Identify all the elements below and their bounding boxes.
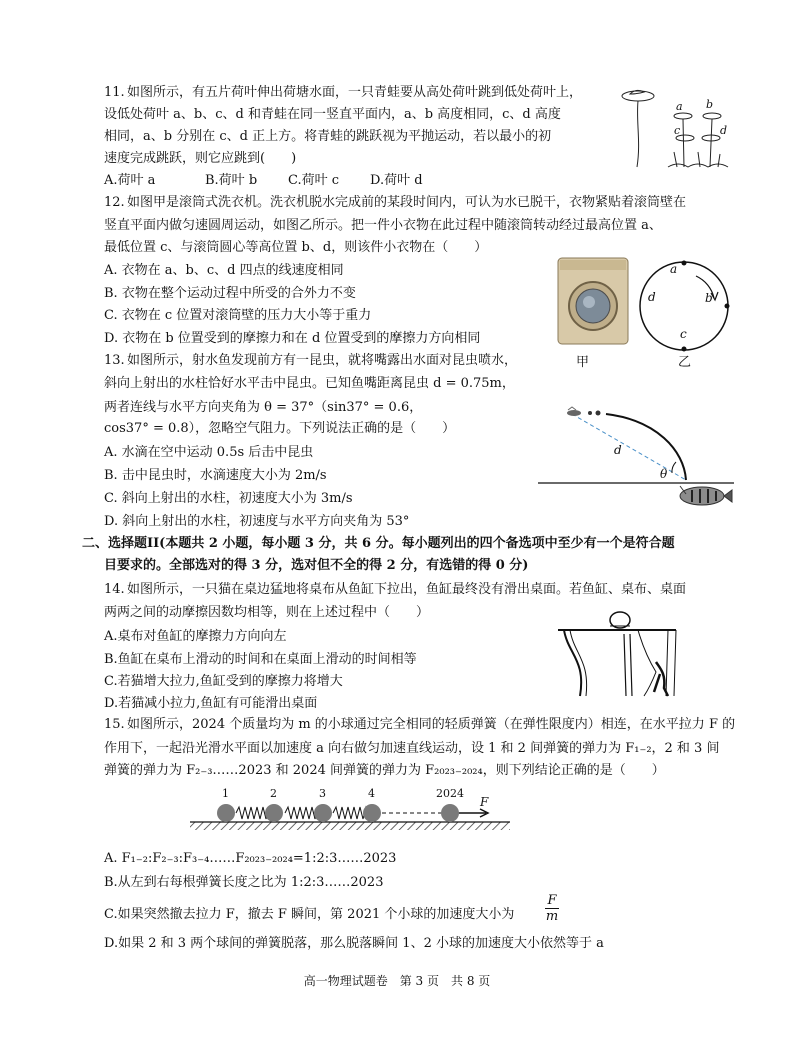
option-b: B. 击中昆虫时，水滴速度大小为 2m/s [104, 468, 327, 483]
question-text: 弹簧的弹力为 F₂₋₃……2023 和 2024 间弹簧的弹力为 F₂₀₂₃₋₂₀₂₄，则下列结论正确的是（ ） [104, 763, 665, 778]
fraction-denominator: m [545, 909, 559, 924]
section-title: 目要求的。全部选对的得 3 分，选对但不全的得 2 分，有选错的得 0 分) [104, 558, 529, 573]
question-text: 如图甲是滚筒式洗衣机。洗衣机脱水完成前的某段时间内，可认为水已脱干，衣物紧贴着滚筒壁在 [127, 195, 687, 210]
washing-machine-figure [556, 256, 631, 346]
question-number: 11. [104, 85, 125, 100]
leaf-label: b [706, 98, 714, 111]
question-text: 速度完成跳跃，则它应跳到( ) [104, 151, 297, 166]
figure-label-yi: 乙 [678, 355, 692, 370]
archerfish-figure [536, 400, 736, 520]
question-text: 斜向上射出的水柱恰好水平击中昆虫。已知鱼嘴距离昆虫 d = 0.75m， [104, 376, 515, 391]
angle-label: θ [660, 467, 668, 481]
balls-springs-figure [188, 786, 518, 836]
option-b: B.荷叶 b [205, 173, 258, 188]
option-a: A. F₁₋₂:F₂₋₃:F₃₋₄……F₂₀₂₃₋₂₀₂₄=1:2:3……2023 [104, 851, 397, 866]
question-text: 如图所示，有五片荷叶伸出荷塘水面，一只青蛙要从高处荷叶跳到低处荷叶上， [127, 85, 583, 100]
fraction-f-over-m [545, 893, 559, 924]
question-text: 相同，a、b 分别在 c、d 正上方。将青蛙的跳跃视为平抛运动，若以最小的初 [104, 129, 552, 144]
option-b: B. 衣物在整个运动过程中所受的合外力不变 [104, 286, 356, 301]
question-text: 两两之间的动摩擦因数均相等，则在上述过程中（ ） [104, 605, 430, 620]
page-footer: 高一物理试题卷 第 3 页 共 8 页 [303, 974, 491, 988]
option-c: C. 衣物在 c 位置对滚筒壁的压力大小等于重力 [104, 308, 372, 323]
question-text: 竖直平面内做匀速圆周运动，如图乙所示。把一件小衣物在此过程中随滚筒转动经过最高位置 a、 [104, 218, 662, 233]
question-text: 最低位置 c、与滚筒圆心等高位置 b、d，则该件小衣物在（ ） [104, 240, 488, 255]
question-number: 13. [104, 353, 125, 368]
point-label: a [670, 262, 678, 276]
point-label: b [705, 291, 713, 305]
ball-label: 3 [319, 787, 326, 800]
option-d: D. 衣物在 b 位置受到的摩擦力和在 d 位置受到的摩擦力方向相同 [104, 331, 481, 346]
distance-label: d [614, 443, 622, 457]
option-a: A. 水滴在空中运动 0.5s 后击中昆虫 [104, 445, 314, 460]
question-text: 如图所示，一只猫在桌边猛地将桌布从鱼缸下拉出，鱼缸最终没有滑出桌面。若鱼缸、桌布、桌面 [127, 582, 687, 597]
option-d: D.如果 2 和 3 两个球间的弹簧脱落，那么脱落瞬间 1、2 小球的加速度大小依然等于 a [104, 936, 604, 951]
question-number: 12. [104, 195, 125, 210]
ball-label: 2 [270, 787, 277, 800]
option-c: C.荷叶 c [288, 173, 340, 188]
point-label: c [680, 327, 687, 341]
force-label: F [480, 795, 489, 809]
section-title: 二、选择题II(本题共 2 小题，每小题 3 分，共 6 分。每小题列出的四个备选项中至少有一个是符合题 [82, 536, 675, 551]
option-b: B.鱼缸在桌布上滑动的时间和在桌面上滑动的时间相等 [104, 652, 417, 667]
option-c: C.如果突然撤去拉力 F，撤去 F 瞬间，第 2021 个小球的加速度大小为 [104, 907, 515, 922]
ball-label: 2024 [436, 787, 464, 800]
lotus-leaves-figure [608, 82, 758, 172]
ball-label: 1 [222, 787, 229, 800]
question-text: 如图所示，2024 个质量均为 m 的小球通过完全相同的轻质弹簧（在弹性限度内）相连，在水平拉力 F 的 [127, 717, 736, 732]
cat-table-figure [556, 604, 686, 700]
option-b: B.从左到右每根弹簧长度之比为 1:2:3……2023 [104, 875, 384, 890]
option-a: A.荷叶 a [104, 173, 156, 188]
point-label: d [648, 290, 656, 304]
option-c: C.若猫增大拉力,鱼缸受到的摩擦力将增大 [104, 674, 343, 689]
option-a: A.桌布对鱼缸的摩擦力方向向左 [104, 629, 287, 644]
option-a: A. 衣物在 a、b、c、d 四点的线速度相同 [104, 263, 344, 278]
fraction-numerator: F [545, 893, 559, 909]
option-c: C. 斜向上射出的水柱，初速度大小为 3m/s [104, 491, 353, 506]
question-text: 如图所示，射水鱼发现前方有一昆虫，就将嘴露出水面对昆虫喷水， [127, 353, 518, 368]
question-text: 设低处荷叶 a、b、c、d 和青蛙在同一竖直平面内，a、b 高度相同，c、d 高度 [104, 107, 561, 122]
question-text: 两者连线与水平方向夹角为 θ = 37°（sin37° = 0.6， [104, 400, 423, 415]
ball-label: 4 [368, 787, 375, 800]
question-text: cos37° = 0.8），忽略空气阻力。下列说法正确的是（ ） [104, 421, 456, 436]
leaf-label: d [720, 124, 728, 137]
figure-label-jia: 甲 [576, 355, 590, 370]
drum-circle-figure [634, 256, 734, 356]
option-d: D. 斜向上射出的水柱，初速度与水平方向夹角为 53° [104, 514, 410, 529]
question-number: 14. [104, 582, 125, 597]
question-number: 15. [104, 717, 125, 732]
question-text: 作用下，一起沿光滑水平面以加速度 a 向右做匀加速直线运动，设 1 和 2 间弹簧的弹力为 F₁₋₂，2 和 3 间 [104, 741, 720, 756]
option-d: D.荷叶 d [370, 173, 423, 188]
leaf-label: a [676, 100, 683, 113]
option-d: D.若猫减小拉力,鱼缸有可能滑出桌面 [104, 696, 318, 711]
leaf-label: c [674, 124, 681, 137]
